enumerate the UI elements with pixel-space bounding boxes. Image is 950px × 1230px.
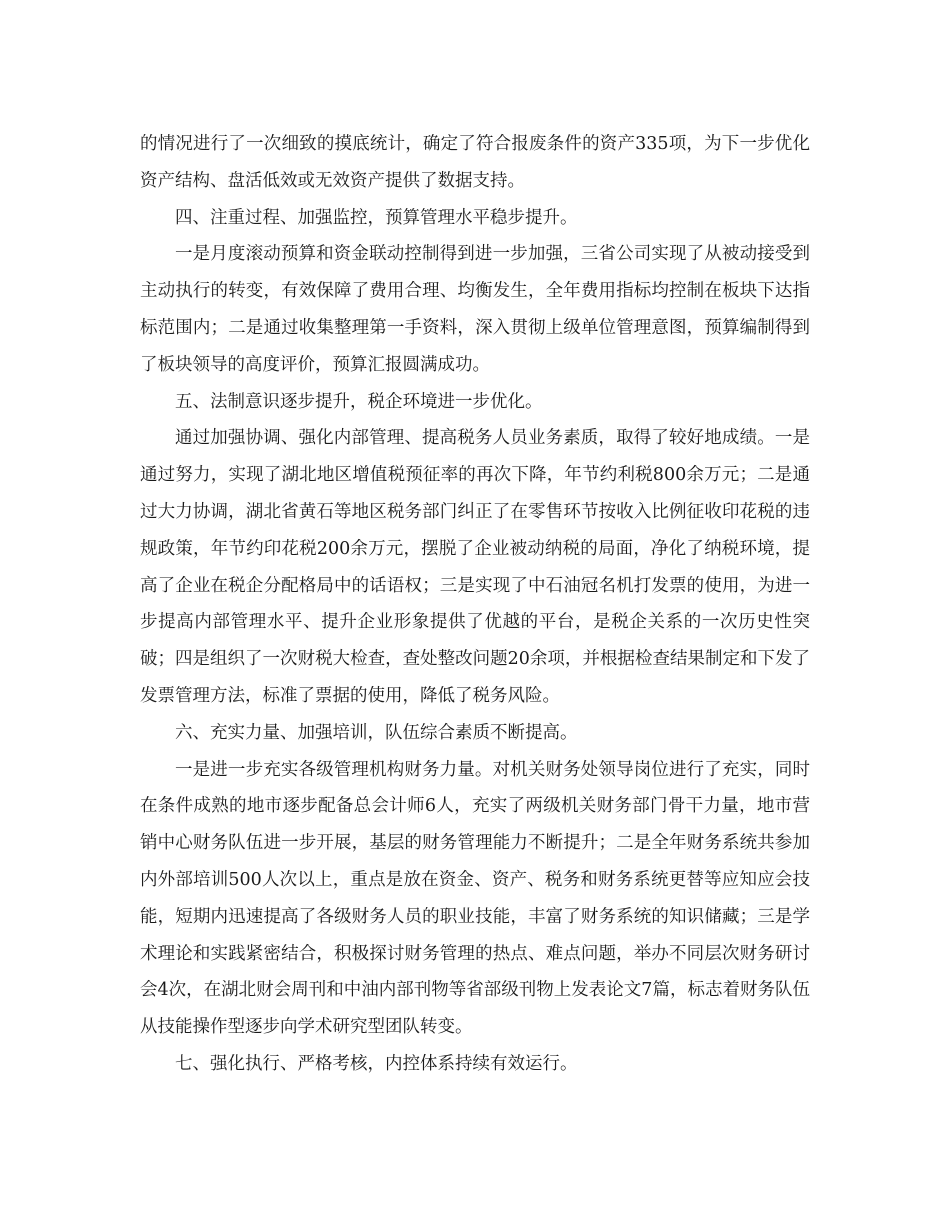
paragraph-asset-statistics: 的情况进行了一次细致的摸底统计，确定了符合报废条件的资产335项，为下一步优化资产结构、盘活低效或无效资产提供了数据支持。 bbox=[140, 134, 810, 191]
document-body bbox=[140, 126, 810, 1083]
heading-tax-environment: 五、法制意识逐步提升，税企环境进一步优化。 bbox=[175, 391, 543, 412]
heading-team-training: 六、充实力量、加强培训，队伍综合素质不断提高。 bbox=[175, 722, 578, 743]
paragraph-tax-environment: 通过加强协调、强化内部管理、提高税务人员业务素质，取得了较好地成绩。一是通过努力，实现了湖北地区增值税预征率的再次下降，年节约利税800余万元；二是通过大力协调，湖北省黄石等地区税务部门纠正了在零售环节按收入比例征收印花税的违规政策，年节约印花税200余万元，摆脱了企业被动纳税的局面，净化了纳税环境，提高了企业在税企分配格局中的话语权；三是实现了中石油冠名机打发票的使用，为进一步提高内部管理水平、提升企业形象提供了优越的平台，是税企关系的一次历史性突破；四是组织了一次财税大检查，查处整改问题20余项，并根据检查结果制定和下发了发票管理方法，标准了票据的使用，降低了税务风险。 bbox=[140, 428, 810, 706]
paragraph-team-training: 一是进一步充实各级管理机构财务力量。对机关财务处领导岗位进行了充实，同时在条件成熟的地市逐步配备总会计师6人，充实了两级机关财务部门骨干力量，地市营销中心财务队伍进一步开展，基层的财务管理能力不断提升；二是全年财务系统共参加内外部培训500人次以上，重点是放在资金、资产、税务和财务系统更替等应知应会技能，短期内迅速提高了各级财务人员的职业技能，丰富了财务系统的知识储藏；三是学术理论和实践紧密结合，积极探讨财务管理的热点、难点问题，举办不同层次财务研讨会4次，在湖北财会周刊和中油内部刊物等省部级刊物上发表论文7篇，标志着财务队伍从技能操作型逐步向学术研究型团队转变。 bbox=[140, 759, 810, 1038]
paragraph-budget-management: 一是月度滚动预算和资金联动控制得到进一步加强，三省公司实现了从被动接受到主动执行的转变，有效保障了费用合理、均衡发生，全年费用指标均控制在板块下达指标范围内；二是通过收集整理第一手资料，深入贯彻上级单位管理意图，预算编制得到了板块领导的高度评价，预算汇报圆满成功。 bbox=[140, 244, 810, 375]
heading-budget-management: 四、注重过程、加强监控，预算管理水平稳步提升。 bbox=[175, 207, 578, 228]
heading-internal-control: 七、强化执行、严格考核，内控体系持续有效运行。 bbox=[175, 1053, 578, 1074]
